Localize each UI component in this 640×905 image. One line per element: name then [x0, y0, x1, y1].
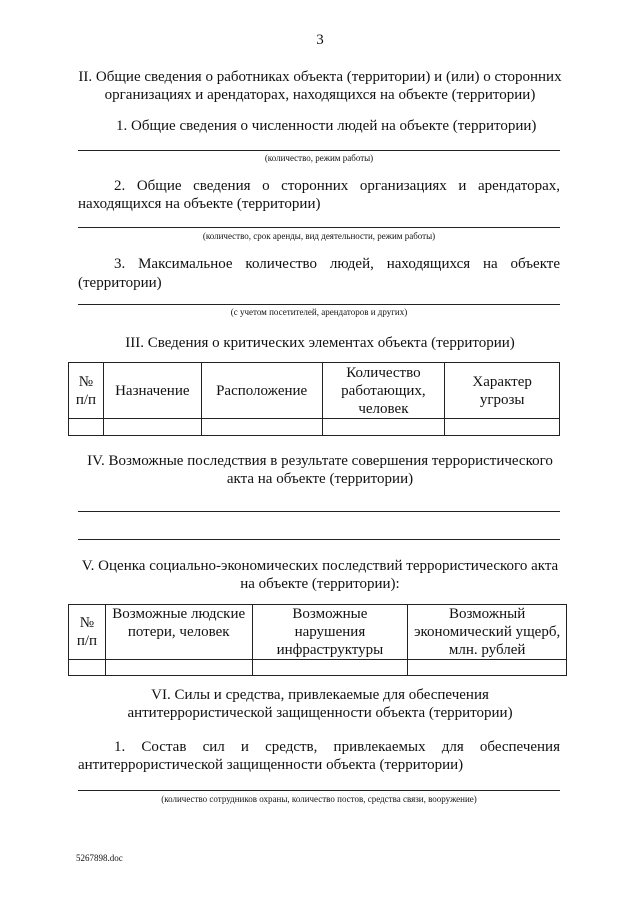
section-4-heading-line-2: акта на объекте (территории)	[226, 471, 414, 487]
section-4-fill-line-2	[78, 539, 560, 540]
header-text: №	[79, 615, 95, 631]
section-2-item-3-line-1: 3. Максимальное количество людей, находящихся на объекте	[114, 256, 560, 272]
column-header-number	[69, 605, 106, 660]
header-text: Характер	[472, 373, 532, 390]
table-cell	[252, 660, 408, 676]
header-text: инфраструктуры	[276, 642, 384, 658]
section-6-item-1-line-2: антитеррористической защищенности объекта (территории)	[78, 757, 464, 773]
section-3-heading: III. Сведения о критических элементах объекта (территории)	[125, 335, 515, 351]
table-row	[69, 419, 560, 436]
table-header-row	[69, 605, 567, 660]
section-6-item-1-caption: (количество сотрудников охраны, количество постов, средства связи, вооружение)	[161, 794, 477, 804]
header-text: Возможный	[448, 606, 526, 622]
header-text: №	[78, 373, 94, 390]
table-cell	[69, 660, 106, 676]
table-cell	[103, 419, 201, 436]
column-header-workers	[322, 363, 445, 419]
column-header-number	[69, 363, 104, 419]
column-header-infrastructure	[252, 605, 408, 660]
table-header-row	[69, 363, 560, 419]
section-2-heading-line-2: организациях и арендаторах, находящихся на объекте (территории)	[104, 87, 536, 103]
header-text: потери, человек	[127, 624, 230, 640]
item-2-caption: (количество, срок аренды, вид деятельности, режим работы)	[202, 231, 436, 241]
section-2-item-3-line-2: (территории)	[78, 275, 162, 291]
section-2-heading-line-1: II. Общие сведения о работниках объекта (территории) и (или) о сторонних	[78, 69, 562, 85]
table-row	[69, 660, 567, 676]
section-6-item-1-line-1: 1. Состав сил и средств, привлекаемых для обеспечения	[114, 739, 560, 755]
table-cell	[69, 419, 104, 436]
section-6-heading-line-2: антитеррористической защищенности объекта (территории)	[127, 705, 513, 721]
header-text: экономический ущерб,	[414, 624, 561, 640]
table-cell	[322, 419, 445, 436]
table-cell	[408, 660, 567, 676]
header-text: Возможные людские	[112, 606, 246, 622]
page-number: 3	[316, 32, 324, 48]
header-text: работающих,	[341, 382, 426, 399]
column-header-threat	[445, 363, 560, 419]
table-cell	[201, 419, 322, 436]
header-text: человек	[358, 400, 409, 417]
section-5-heading-line-1: V. Оценка социально-экономических последствий террористического акта	[81, 558, 559, 574]
section-4-heading-line-1: IV. Возможные последствия в результате совершения террористического	[87, 453, 553, 469]
table-cell	[445, 419, 560, 436]
section-5-heading-line-2: на объекте (территории):	[240, 576, 400, 592]
header-text: Назначение	[115, 382, 190, 399]
table-cell	[105, 660, 252, 676]
section-6-heading-line-1: VI. Силы и средства, привлекаемые для обеспечения	[151, 687, 489, 703]
section-2-item-1: 1. Общие сведения о численности людей на объекте (территории)	[116, 118, 537, 134]
header-text: п/п	[75, 391, 97, 408]
header-text: п/п	[76, 633, 98, 649]
critical-elements-table	[68, 362, 560, 436]
header-text: Возможные	[292, 606, 368, 622]
item-3-caption: (с учетом посетителей, арендаторов и других)	[230, 307, 408, 317]
item-3-fill-line	[78, 304, 560, 305]
item-1-caption: (количество, режим работы)	[264, 153, 374, 163]
column-header-damage	[408, 605, 567, 660]
section-2-item-2-line-2: находящихся на объекте (территории)	[78, 196, 321, 212]
item-2-fill-line	[78, 227, 560, 228]
header-text: Расположение	[216, 382, 308, 399]
header-text: млн. рублей	[448, 642, 526, 658]
header-text: Количество	[346, 364, 421, 381]
column-header-purpose	[103, 363, 201, 419]
footer-filename: 5267898.doc	[76, 853, 123, 863]
column-header-casualties	[105, 605, 252, 660]
item-1-fill-line	[78, 150, 560, 151]
section-4-fill-line-1	[78, 511, 560, 512]
section-2-item-2-line-1: 2. Общие сведения о сторонних организациях и арендаторах,	[114, 178, 560, 194]
column-header-location	[201, 363, 322, 419]
section-6-fill-line	[78, 790, 560, 791]
header-text: нарушения	[294, 624, 366, 640]
consequences-table	[68, 604, 567, 676]
header-text: угрозы	[479, 391, 525, 408]
